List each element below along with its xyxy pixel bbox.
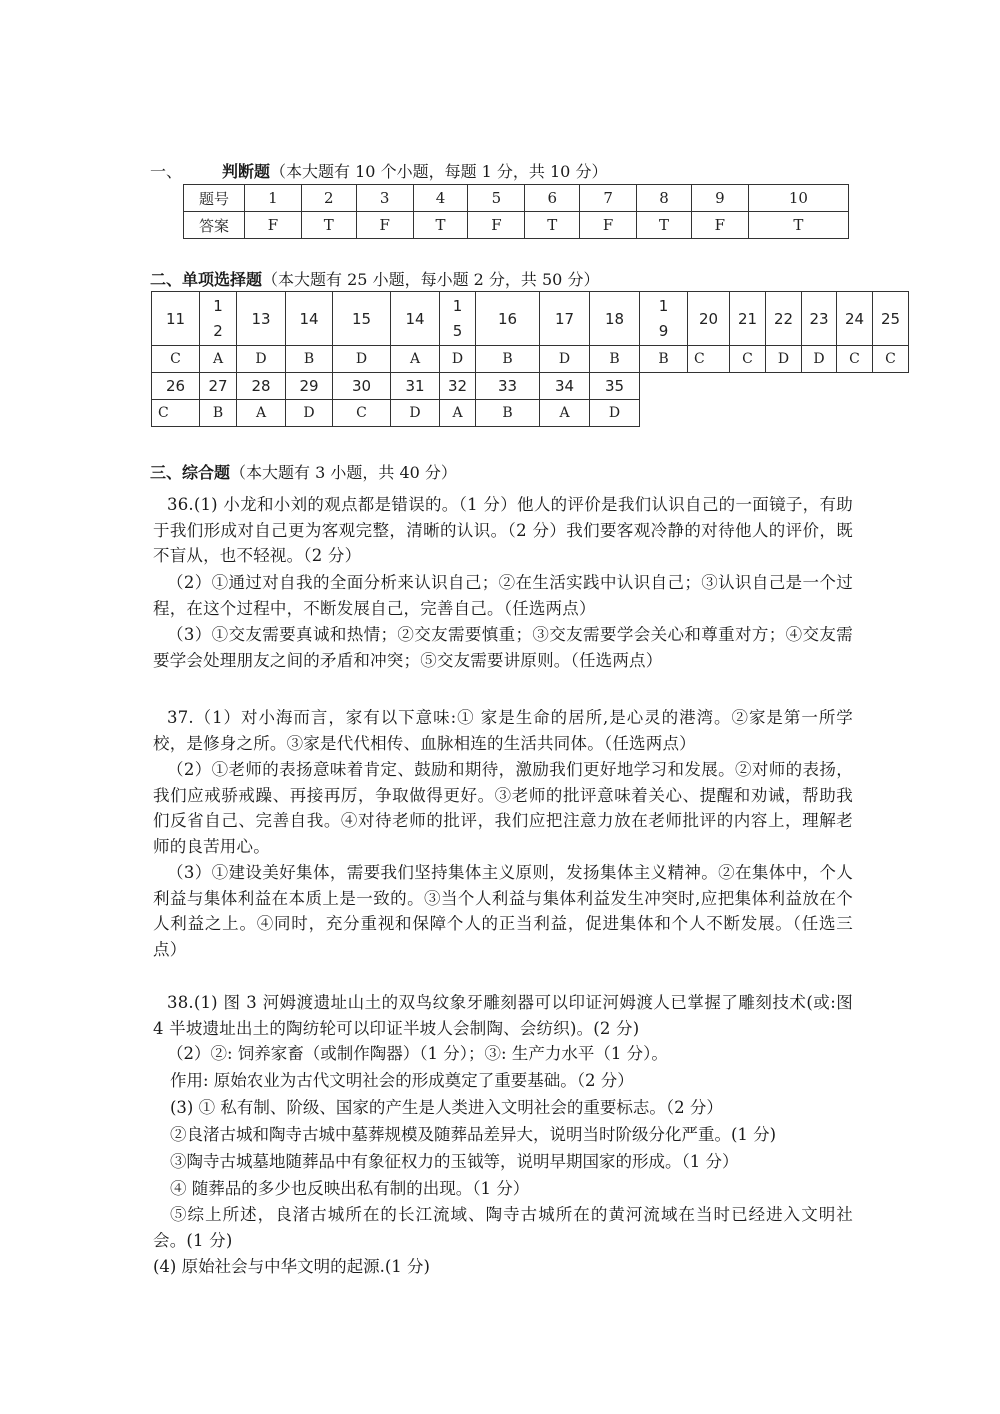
question-number: 25 bbox=[872, 291, 909, 346]
question-number: 30 bbox=[332, 372, 391, 400]
q38-part2-effect: 作用: 原始农业为古代文明社会的形成奠定了重要基础。（2 分） bbox=[170, 1071, 634, 1090]
question-number: 16 bbox=[475, 291, 540, 346]
question-number: 6 bbox=[525, 185, 580, 212]
section1-note: （本大题有 10 个小题，每题 1 分，共 10 分） bbox=[270, 162, 608, 181]
answer-cell: C bbox=[332, 399, 391, 427]
question-number: 32 bbox=[439, 372, 476, 400]
question-number-part: 1 bbox=[658, 296, 669, 315]
question-number-part: 9 bbox=[658, 321, 669, 340]
answer-cell: D bbox=[439, 345, 476, 373]
q38-part3-point1: (3) ① 私有制、阶级、国家的产生是人类进入文明社会的重要标志。（2 分） bbox=[170, 1098, 723, 1117]
q38-part4: (4) 原始社会与中华文明的起源.(1 分) bbox=[153, 1257, 430, 1276]
section3-heading bbox=[150, 463, 457, 483]
answer-cell: T bbox=[748, 212, 848, 239]
answer-cell: A bbox=[539, 399, 590, 427]
section2-note: （本大题有 25 小题，每小题 2 分，共 50 分） bbox=[262, 270, 600, 289]
question-number: 20 bbox=[687, 291, 730, 346]
section2-heading bbox=[150, 270, 599, 290]
question-number: 4 bbox=[413, 185, 468, 212]
section3-title: 综合题 bbox=[182, 463, 231, 482]
question-number-row bbox=[152, 292, 909, 346]
section2-number: 二、 bbox=[150, 270, 183, 289]
q37-part2: （2）①老师的表扬意味着肯定、鼓励和期待，激励我们更好地学习和发展。②对师的表扬，我们应戒骄戒躁、再接再厉，争取做得更好。③老师的批评意味着关心、提醒和劝诫，帮助我们反省自己、完善自我。④对待老师的批评，我们应把注意力放在老师批评的内容上，理解老师的良苦用心。 bbox=[153, 760, 853, 856]
answer-cell: T bbox=[637, 212, 692, 239]
question-number: 18 bbox=[589, 291, 640, 346]
answer-row bbox=[152, 346, 909, 373]
question-number: 27 bbox=[199, 372, 237, 400]
row-label-answer: 答案 bbox=[184, 212, 245, 239]
answer-cell: A bbox=[199, 345, 237, 373]
question-number-2-row bbox=[152, 373, 640, 400]
q38-part3-point3: ③陶寺古城墓地随葬品中有象征权力的玉钺等，说明早期国家的形成。（1 分） bbox=[170, 1152, 739, 1171]
question-number: 28 bbox=[236, 372, 286, 400]
question-number: 10 bbox=[748, 185, 848, 212]
answer-cell: D bbox=[801, 345, 837, 373]
answer-row bbox=[184, 212, 849, 239]
answer-2-row bbox=[152, 400, 640, 427]
answer-cell: T bbox=[525, 212, 580, 239]
question-number-part: 1 bbox=[452, 296, 463, 315]
question-number: 23 bbox=[801, 291, 837, 346]
question-number: 8 bbox=[637, 185, 692, 212]
section3-number: 三、 bbox=[150, 463, 183, 482]
answer-cell: A bbox=[439, 399, 476, 427]
q38-part2: （2）②: 饲养家畜（或制作陶器）（1 分）；③: 生产力水平（1 分）。 bbox=[167, 1044, 668, 1063]
answer-cell: T bbox=[413, 212, 468, 239]
answer-cell: A bbox=[236, 399, 286, 427]
q36-part1: 36.(1) 小龙和小刘的观点都是错误的。（1 分）他人的评价是我们认识自己的一面镜子，有助于我们形成对自己更为客观完整，清晰的认识。（2 分）我们要客观冷静的对待他人的评价，既不盲从，也不轻视。（2 分） bbox=[153, 495, 853, 565]
answer-cell: B bbox=[475, 399, 540, 427]
question-number: 17 bbox=[539, 291, 590, 346]
answer-cell: D bbox=[589, 399, 640, 427]
row-label-question: 题号 bbox=[184, 185, 245, 212]
answer-cell: F bbox=[580, 212, 637, 239]
question-number: 35 bbox=[589, 372, 640, 400]
answer-cell: F bbox=[691, 212, 748, 239]
q38-part3-point4: ④ 随葬品的多少也反映出私有制的出现。（1 分） bbox=[170, 1179, 530, 1198]
question-number: 34 bbox=[539, 372, 590, 400]
question-number-part: 5 bbox=[452, 321, 463, 340]
answer-cell: D bbox=[765, 345, 802, 373]
q36-part3: （3）①交友需要真诚和热情；②交友需要慎重；③交友需要学会关心和尊重对方；④交友需要学会处理朋友之间的矛盾和冲突；⑤交友需要讲原则。（任选两点） bbox=[153, 625, 853, 670]
answer-cell: C bbox=[836, 345, 873, 373]
answer-cell: B bbox=[475, 345, 540, 373]
question-number: 7 bbox=[580, 185, 637, 212]
answer-cell: F bbox=[245, 212, 302, 239]
q37-part1: 37.（1）对小海而言，家有以下意味:① 家是生命的居所,是心灵的港湾。②家是第一所学校，是修身之所。③家是代代相传、血脉相连的生活共同体。（任选两点） bbox=[153, 708, 853, 753]
answer-cell: C bbox=[151, 399, 200, 427]
answer-cell: F bbox=[468, 212, 525, 239]
question-number-row bbox=[184, 185, 849, 212]
answer-cell: D bbox=[285, 399, 333, 427]
q36-part2: （2）①通过对自我的全面分析来认识自己；②在生活实践中认识自己；③认识自己是一个过程，在这个过程中，不断发展自己，完善自己。（任选两点） bbox=[153, 573, 853, 618]
question-number: 11 bbox=[151, 291, 200, 346]
question-number: 5 bbox=[468, 185, 525, 212]
question-number: 31 bbox=[390, 372, 440, 400]
question-number: 21 bbox=[729, 291, 766, 346]
question-number: 33 bbox=[475, 372, 540, 400]
answer-cell: C bbox=[151, 345, 200, 373]
question-number: 29 bbox=[285, 372, 333, 400]
question-number: 22 bbox=[765, 291, 802, 346]
answer-cell: C bbox=[687, 345, 730, 373]
section1-title: 判断题 bbox=[222, 162, 271, 181]
answer-cell: C bbox=[872, 345, 909, 373]
answer-cell: D bbox=[332, 345, 391, 373]
section1-number: 一、 bbox=[150, 162, 183, 181]
q38-part3-point5: ⑤综上所述，良渚古城所在的长江流域、陶寺古城所在的黄河流域在当时已经进入文明社会。(1 分) bbox=[153, 1205, 853, 1250]
question-number-part: 1 bbox=[213, 296, 223, 315]
question-number: 2 bbox=[301, 185, 356, 212]
answer-cell: A bbox=[390, 345, 440, 373]
question-number: 24 bbox=[836, 291, 873, 346]
section1-heading bbox=[150, 162, 607, 182]
question-number: 13 bbox=[236, 291, 286, 346]
answer-cell: B bbox=[199, 399, 237, 427]
answer-cell: B bbox=[285, 345, 333, 373]
question-number: 15 bbox=[332, 291, 391, 346]
section2-title: 单项选择题 bbox=[182, 270, 263, 289]
q37-part3: （3）①建设美好集体，需要我们坚持集体主义原则，发扬集体主义精神。②在集体中，个人利益与集体利益在本质上是一致的。③当个人利益与集体利益发生冲突时,应把集体利益放在个人利益之上。④同时，充分重视和保障个人的正当利益，促进集体和个人不断发展。（任选三点） bbox=[153, 863, 853, 959]
answer-cell: T bbox=[301, 212, 356, 239]
answer-cell: C bbox=[729, 345, 766, 373]
question-number: 14 bbox=[285, 291, 333, 346]
true-false-answer-table bbox=[183, 184, 849, 239]
question-number: 14 bbox=[390, 291, 440, 346]
answer-cell: B bbox=[639, 345, 688, 373]
question-number bbox=[199, 291, 237, 346]
question-number: 9 bbox=[691, 185, 748, 212]
q38-part3-point2: ②良渚古城和陶寺古城中墓葬规模及随葬品差异大，说明当时阶级分化严重。(1 分) bbox=[170, 1125, 777, 1144]
answer-cell: B bbox=[589, 345, 640, 373]
answer-cell: D bbox=[236, 345, 286, 373]
answer-cell: F bbox=[356, 212, 413, 239]
question-number-part: 2 bbox=[213, 321, 223, 340]
q38-part1: 38.(1) 图 3 河姆渡遗址山土的双鸟纹象牙雕刻器可以印证河姆渡人已掌握了雕刻技术(或:图 4 半坡遗址出土的陶纺轮可以印证半坡人会制陶、会纺织)。(2 分) bbox=[153, 993, 853, 1038]
section3-note: （本大题有 3 小题，共 40 分） bbox=[230, 463, 457, 482]
question-number: 3 bbox=[356, 185, 413, 212]
question-number bbox=[639, 291, 688, 346]
answer-cell: D bbox=[390, 399, 440, 427]
question-number bbox=[439, 291, 476, 346]
question-number: 1 bbox=[245, 185, 302, 212]
answer-cell: D bbox=[539, 345, 590, 373]
question-number: 26 bbox=[151, 372, 200, 400]
